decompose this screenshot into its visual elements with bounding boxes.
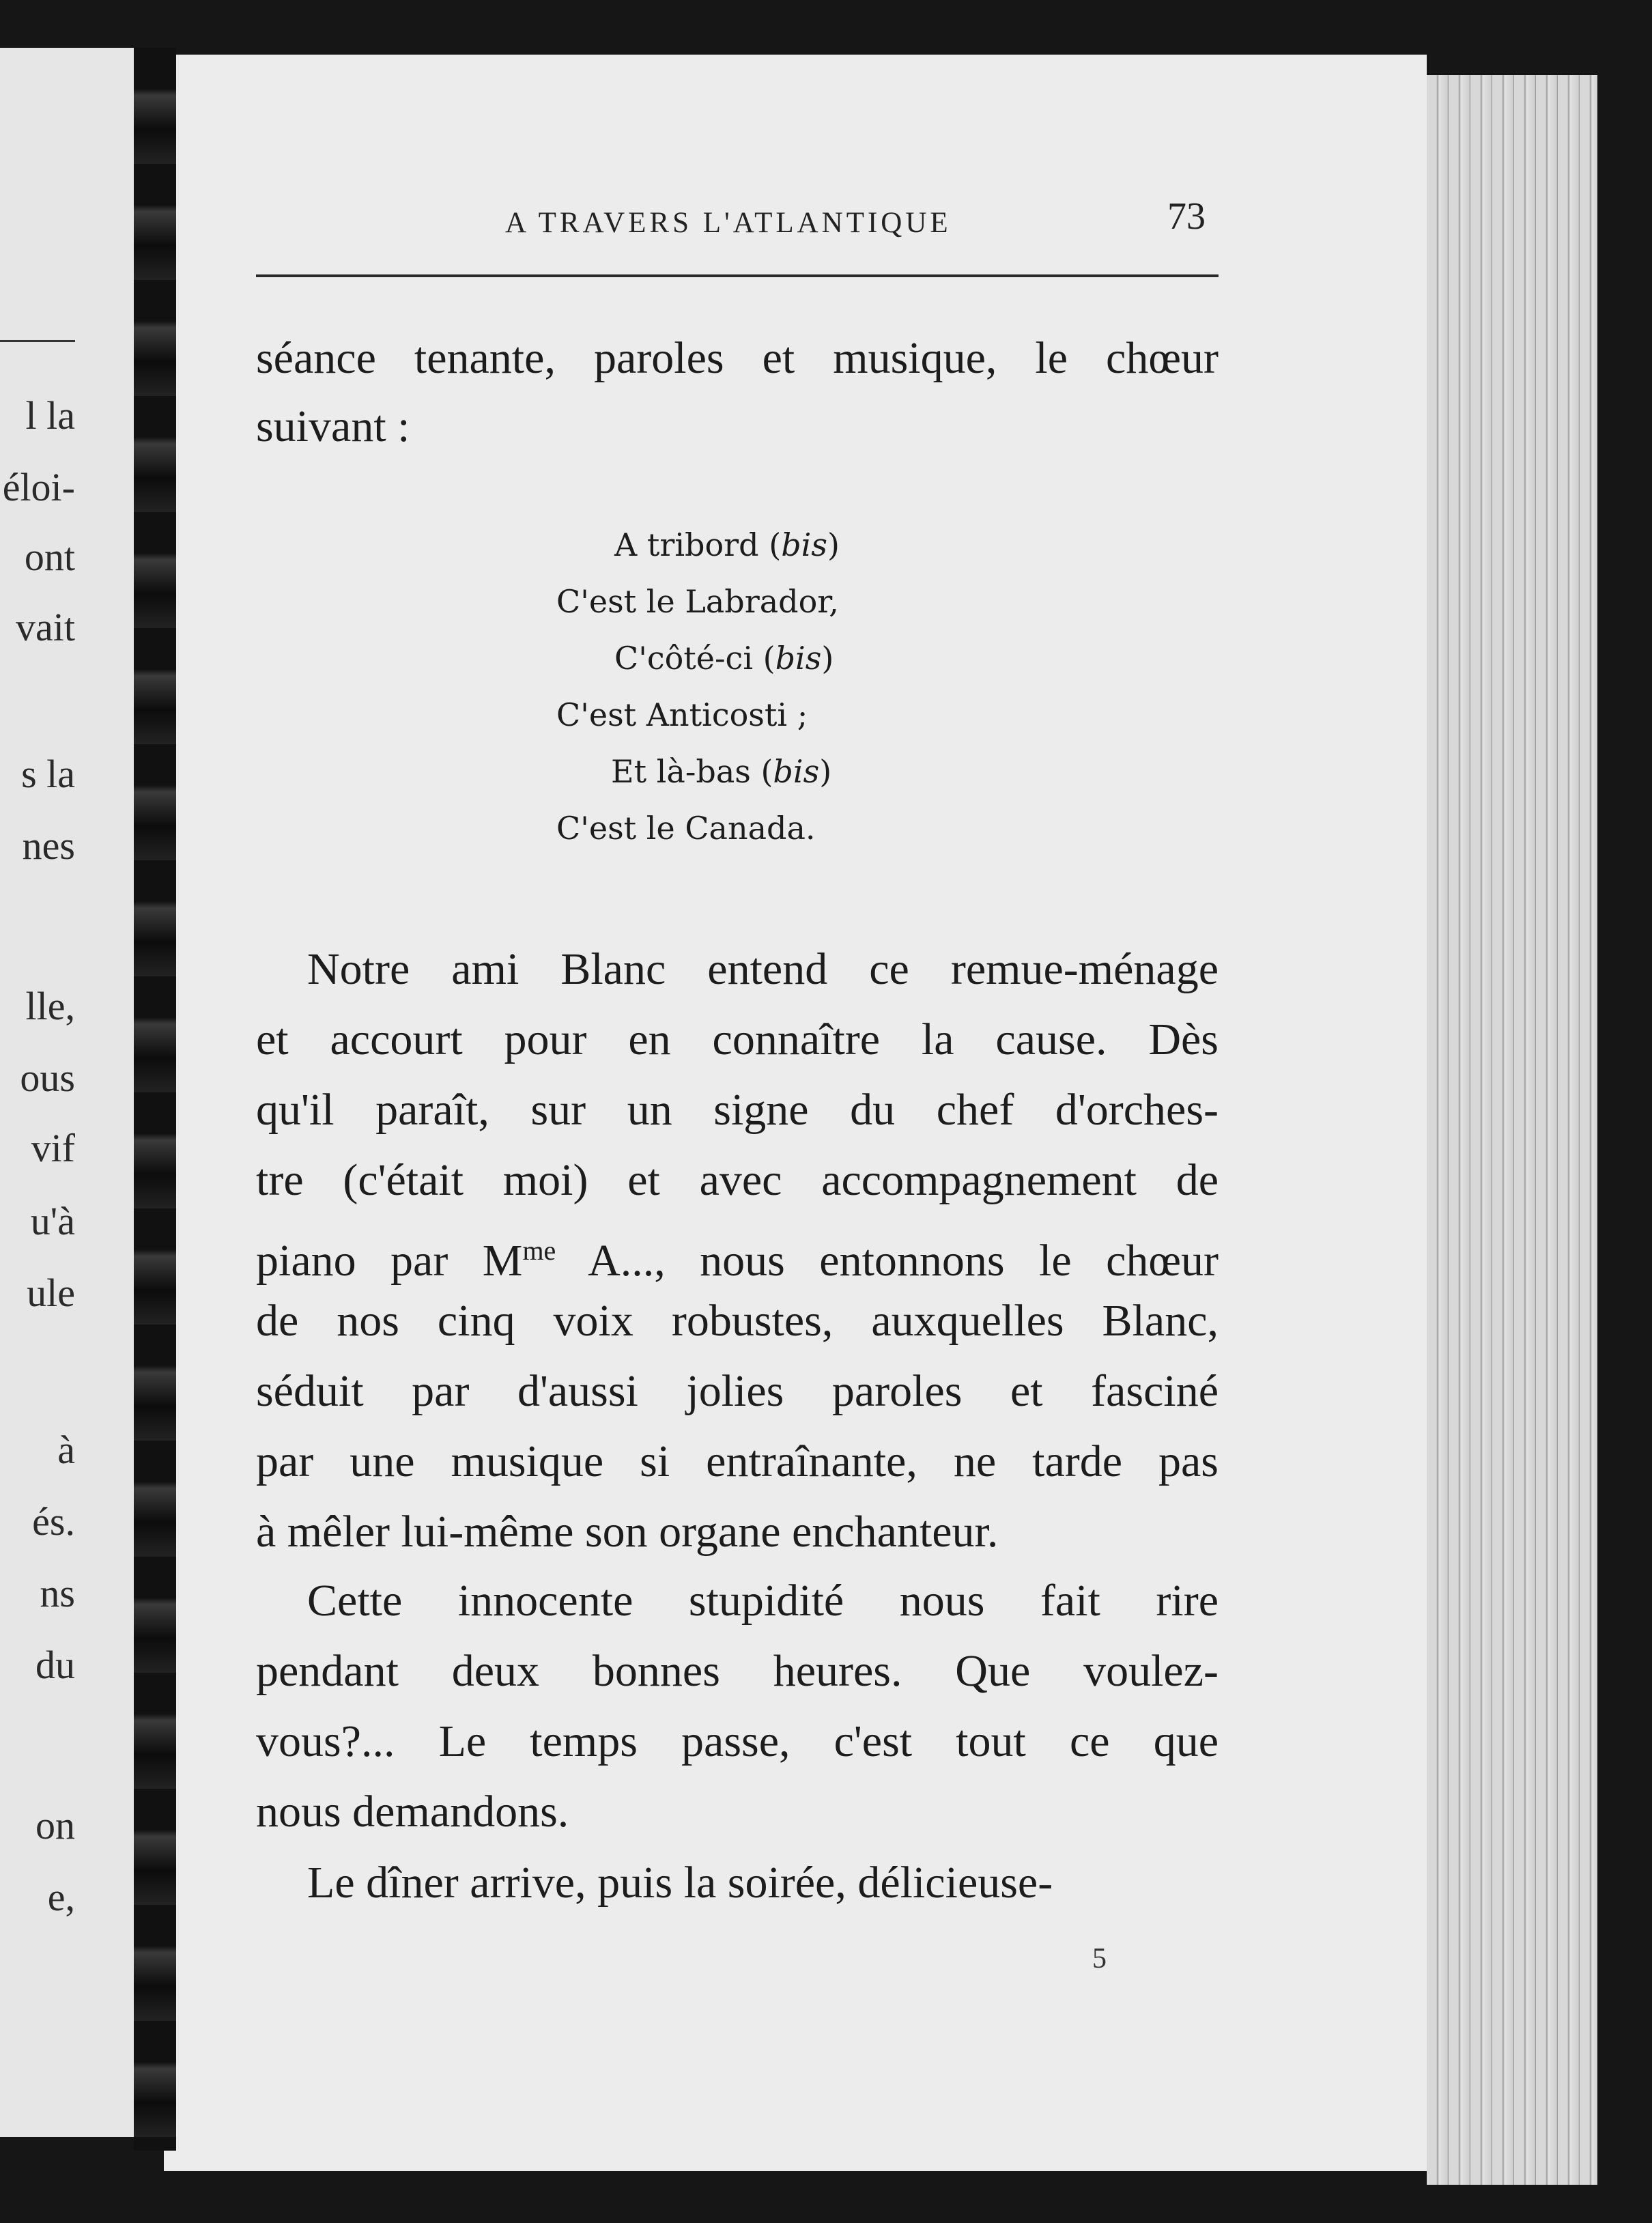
left-page-fragment: ns <box>40 1571 75 1615</box>
header-rule <box>256 274 1219 277</box>
left-page-fragment: vait <box>16 605 75 649</box>
text-line: séduit par d'aussi jolies paroles et fasciné <box>256 1366 1219 1416</box>
left-page-fragment: nes <box>22 823 75 868</box>
text-line: vous?... Le temps passe, c'est tout ce que <box>256 1716 1219 1766</box>
verse-line: Et là-bas (bis) <box>611 753 832 790</box>
verse-line: C'côté-ci (bis) <box>614 640 834 677</box>
verse-refrain: bis <box>775 640 822 677</box>
torn-binding-edge <box>134 48 176 2151</box>
page-edges <box>1427 75 1597 2185</box>
text-line: tre (c'était moi) et avec accompagnement de <box>256 1155 1219 1205</box>
left-page-fragment: ont <box>24 535 75 579</box>
running-title: A TRAVERS L'ATLANTIQUE <box>505 207 952 239</box>
text-line: par une musique si entraînante, ne tarde pas <box>256 1436 1219 1486</box>
signature-mark: 5 <box>1092 1943 1107 1974</box>
left-page-fragment: on <box>35 1803 75 1847</box>
text-line: suivant : <box>256 401 410 451</box>
text-line: pendant deux bonnes heures. Que voulez- <box>256 1646 1219 1696</box>
text-line: piano par $M^{me}$ A..., nous entonnons le chœur <box>256 1235 1219 1286</box>
text-line: Notre ami Blanc entend ce remue-ménage <box>307 944 1219 994</box>
verse-text: C'côté-ci <box>614 640 754 677</box>
text-line: nous demandons. <box>256 1787 569 1837</box>
left-page-fragment: és. <box>32 1499 75 1544</box>
verse-refrain: bis <box>781 526 827 563</box>
verse-text: Et là-bas <box>611 753 751 790</box>
left-page-fragment: à <box>57 1428 75 1472</box>
verse-line: A tribord (bis) <box>614 526 840 563</box>
page-number: 73 <box>1167 195 1206 238</box>
verse-line <box>556 694 808 735</box>
book-page <box>164 55 1427 2171</box>
text-line: qu'il paraît, sur un signe du chef d'orches- <box>256 1085 1219 1135</box>
verse-line <box>556 581 839 622</box>
left-page-fragment: lle, <box>25 984 75 1028</box>
left-page-fragment: du <box>35 1643 75 1687</box>
verse-text: C'est le Canada. <box>556 810 816 847</box>
text-line: et accourt pour en connaître la cause. Dès <box>256 1015 1219 1064</box>
left-page-fragment: éloi- <box>2 465 75 509</box>
text-line: Le dîner arrive, puis la soirée, délicieuse- <box>307 1858 1053 1908</box>
left-page-rule <box>0 340 75 342</box>
left-page-fragment: l la <box>25 393 75 438</box>
left-page-fragment: u'à <box>30 1199 75 1243</box>
left-page-fragment: s la <box>21 752 75 796</box>
text-line: Cette innocente stupidité nous fait rire <box>307 1576 1219 1626</box>
text-line: séance tenante, paroles et musique, le chœur <box>256 333 1219 383</box>
left-page-fragment: ule <box>27 1271 75 1315</box>
verse-line <box>556 808 816 849</box>
verse-text: C'est Anticosti ; <box>556 696 808 733</box>
text-line: de nos cinq voix robustes, auxquelles Blanc, <box>256 1296 1219 1346</box>
verse-refrain: bis <box>773 753 820 790</box>
left-page-fragment: e, <box>47 1875 75 1919</box>
verse-text: C'est le Labrador, <box>556 583 839 620</box>
left-page-fragment: ous <box>20 1056 75 1100</box>
left-page-fragment: vif <box>31 1126 75 1170</box>
text-line: à mêler lui-même son organe enchanteur. <box>256 1507 999 1557</box>
verse-text: A tribord <box>614 526 759 563</box>
